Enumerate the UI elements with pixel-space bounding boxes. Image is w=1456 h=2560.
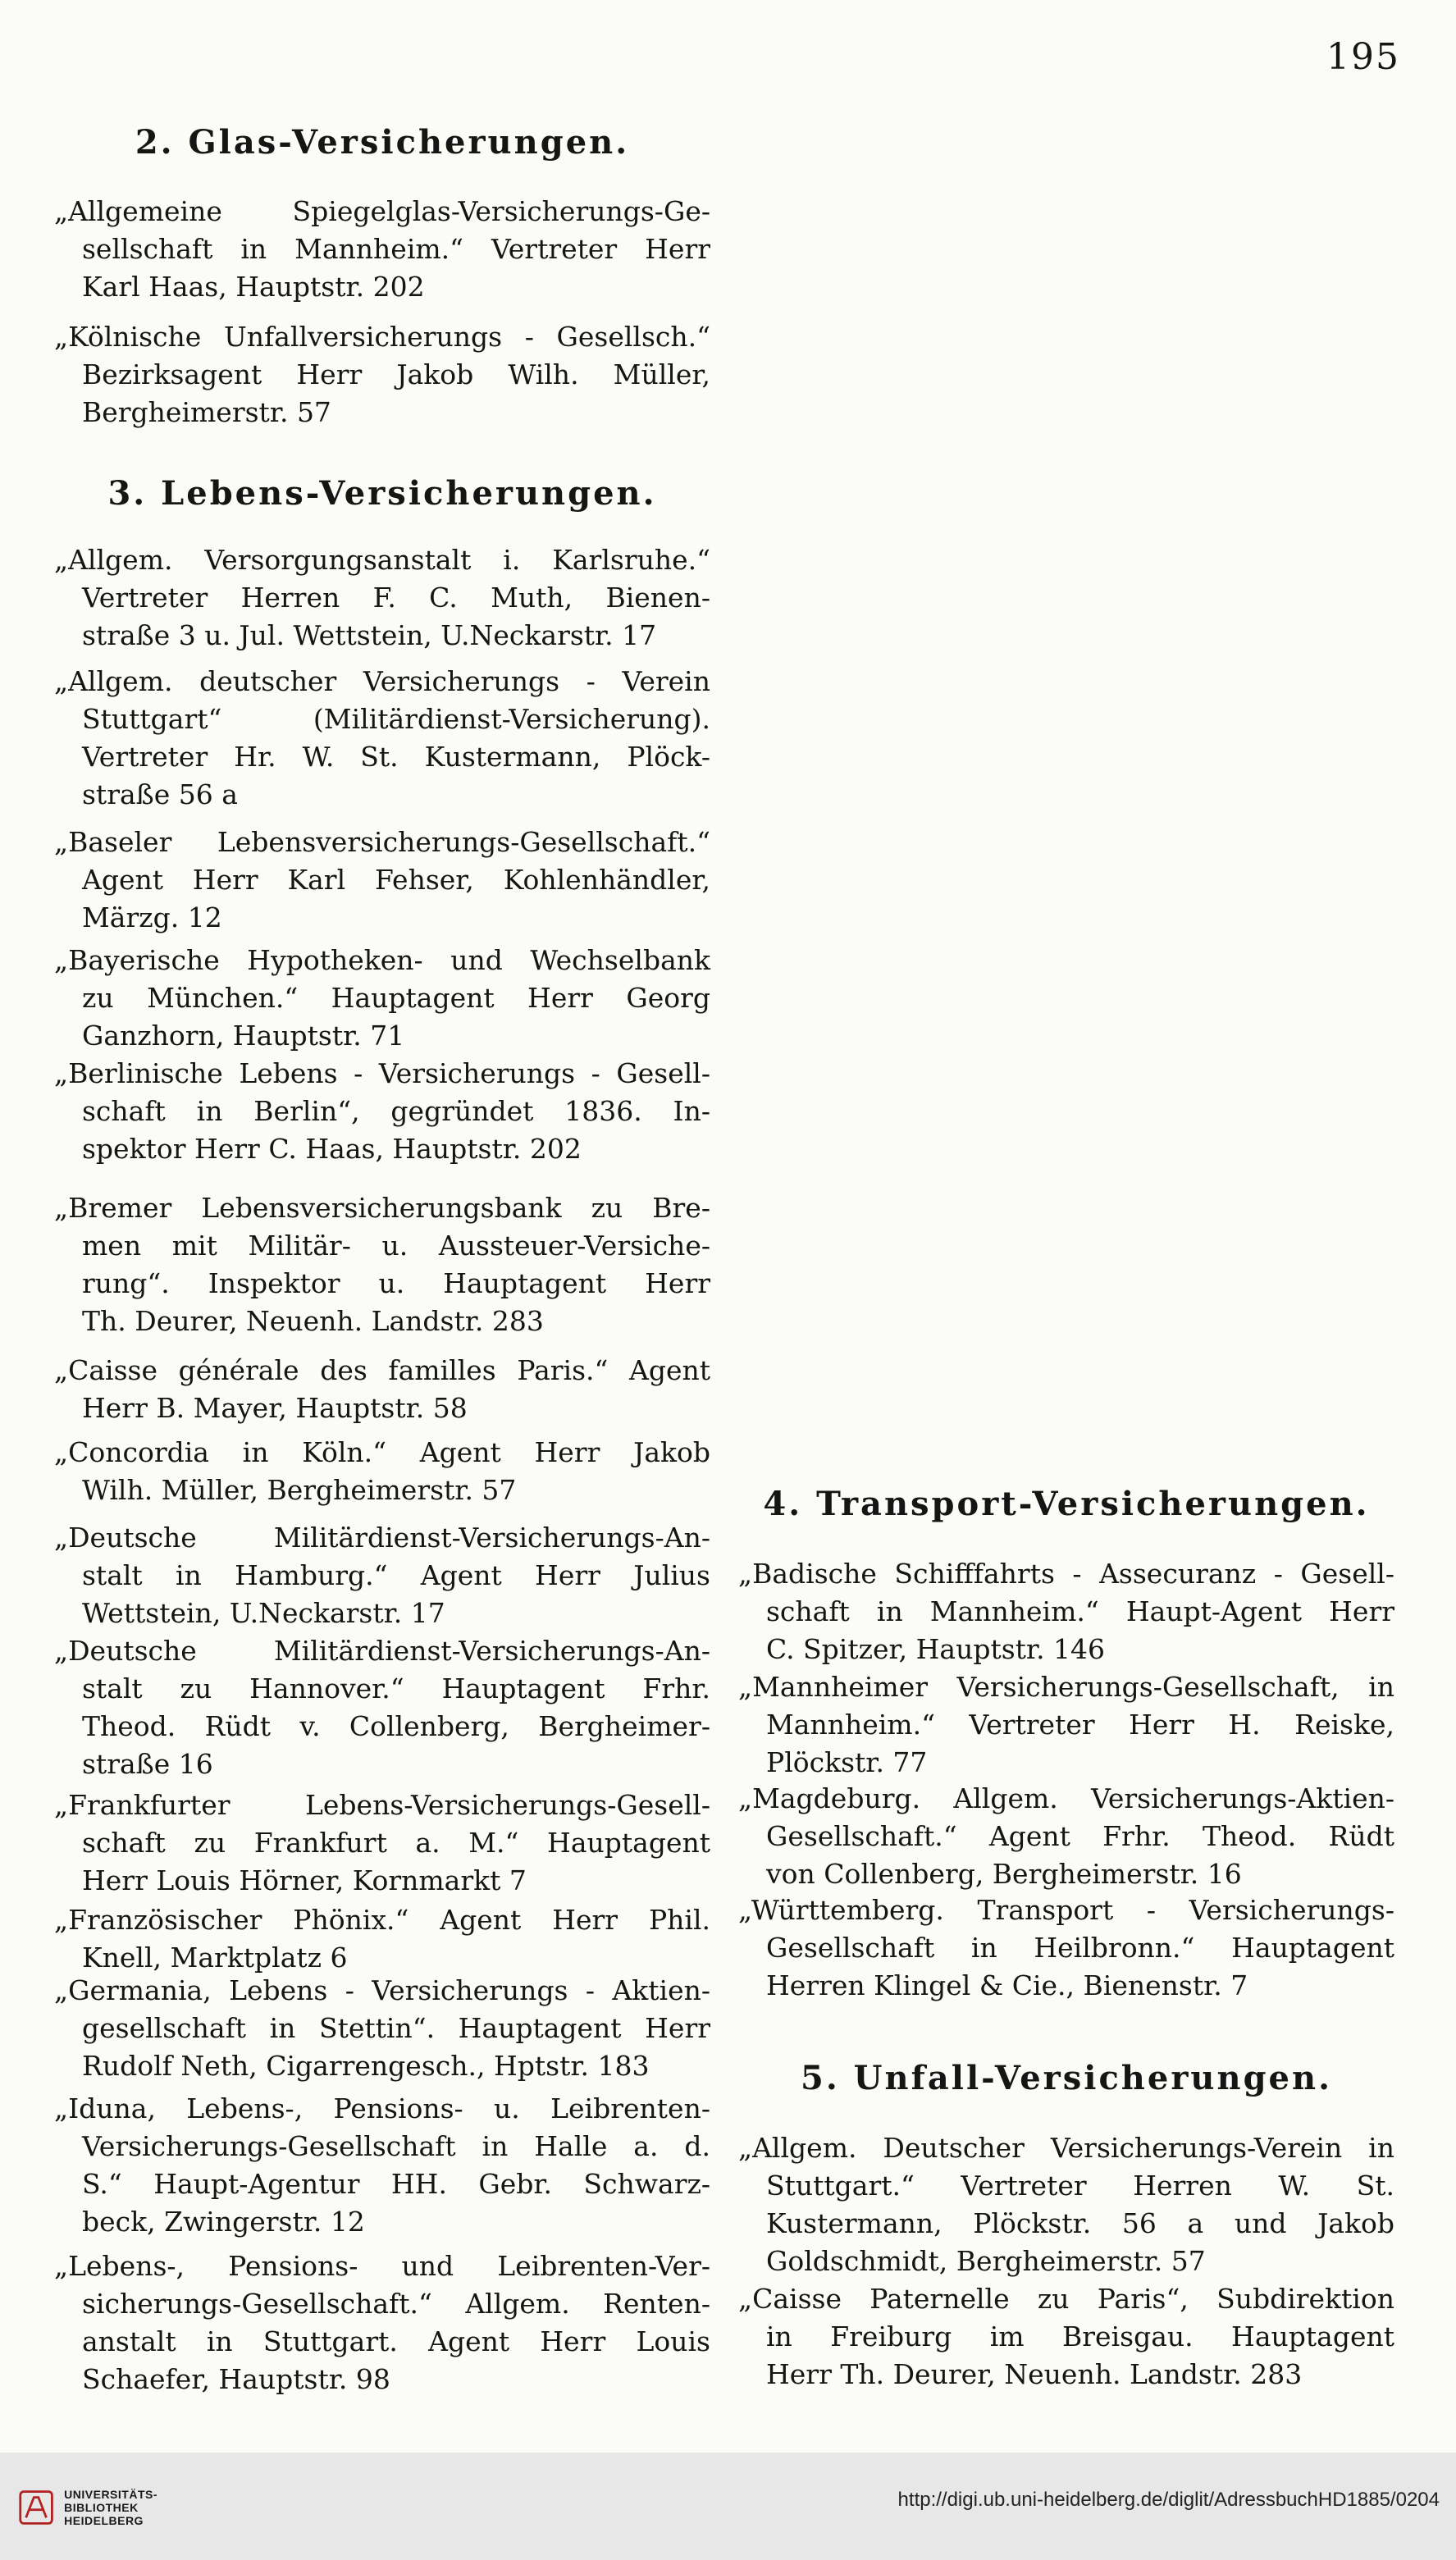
entry-line: schaft in Berlin“, gegründet 1836. In- bbox=[82, 1095, 710, 1127]
entry-line: anstalt in Stuttgart. Agent Herr Louis bbox=[82, 2325, 710, 2357]
entry-line: Gesellschaft.“ Agent Frhr. Theod. Rüdt bbox=[766, 1820, 1394, 1852]
page-number: 195 bbox=[1326, 36, 1400, 78]
entry-line: „Berlinische Lebens - Versicherungs - Gesell- bbox=[54, 1057, 710, 1089]
entry-line: Wettstein, U.Neckarstr. 17 bbox=[82, 1597, 445, 1629]
section-title-transport-insurance: 4. Transport-Versicherungen. bbox=[763, 1485, 1370, 1523]
entry-line: straße 56 a bbox=[82, 778, 238, 810]
entry-line: stalt in Hamburg.“ Agent Herr Julius bbox=[82, 1559, 710, 1591]
directory-entry bbox=[54, 1352, 710, 1427]
entry-line: Bezirksagent Herr Jakob Wilh. Müller, bbox=[82, 358, 710, 390]
directory-entry bbox=[738, 1891, 1394, 2005]
entry-line: Rudolf Neth, Cigarrengesch., Hptstr. 183 bbox=[82, 2050, 650, 2082]
entry-line: „Caisse Paternelle zu Paris“, Subdirektion bbox=[738, 2283, 1394, 2315]
entry-line: gesellschaft in Stettin“. Hauptagent Herr bbox=[82, 2012, 710, 2044]
entry-line: „Mannheimer Versicherungs-Gesellschaft, in bbox=[738, 1671, 1394, 1703]
entry-line: Theod. Rüdt v. Collenberg, Bergheimer- bbox=[82, 1710, 710, 1742]
entry-line: in Freiburg im Breisgau. Hauptagent bbox=[766, 2320, 1394, 2352]
entry-line: Vertreter Hr. W. St. Kustermann, Plöck- bbox=[82, 741, 710, 773]
entry-line: Herr Louis Hörner, Kornmarkt 7 bbox=[82, 1864, 527, 1896]
source-url-link[interactable]: http://digi.ub.uni-heidelberg.de/diglit/AdressbuchHD1885/0204 bbox=[897, 2489, 1440, 2511]
directory-entry bbox=[54, 2247, 710, 2398]
directory-entry bbox=[54, 1434, 710, 1509]
library-logo-text: UNIVERSITÄTS- BIBLIOTHEK HEIDELBERG bbox=[64, 2488, 157, 2527]
entry-line: „Französischer Phönix.“ Agent Herr Phil. bbox=[54, 1904, 710, 1936]
entry-line: „Deutsche Militärdienst-Versicherungs-An- bbox=[54, 1635, 710, 1667]
directory-entry bbox=[54, 2090, 710, 2241]
entry-line: „Allgem. Deutscher Versicherungs-Verein in bbox=[738, 2132, 1394, 2164]
entry-line: Bergheimerstr. 57 bbox=[82, 396, 331, 428]
entry-line: Karl Haas, Hauptstr. 202 bbox=[82, 271, 425, 303]
entry-line: S.“ Haupt-Agentur HH. Gebr. Schwarz- bbox=[82, 2168, 710, 2200]
directory-entry bbox=[54, 1632, 710, 1783]
entry-line: C. Spitzer, Hauptstr. 146 bbox=[766, 1633, 1106, 1665]
entry-line: Knell, Marktplatz 6 bbox=[82, 1942, 348, 1974]
entry-line: Vertreter Herren F. C. Muth, Bienen- bbox=[82, 582, 710, 614]
directory-entry bbox=[738, 1668, 1394, 1782]
entry-line: Märzg. 12 bbox=[82, 901, 222, 933]
directory-entry bbox=[738, 2129, 1394, 2280]
entry-line: „Bayerische Hypotheken- und Wechselbank bbox=[54, 944, 710, 976]
entry-line: „Concordia in Köln.“ Agent Herr Jakob bbox=[54, 1436, 710, 1468]
entry-line: Gesellschaft in Heilbronn.“ Hauptagent bbox=[766, 1932, 1394, 1964]
directory-entry bbox=[54, 1189, 710, 1340]
directory-entry bbox=[54, 1055, 710, 1168]
library-seal-icon bbox=[18, 2481, 54, 2534]
section-title-life-insurance: 3. Lebens-Versicherungen. bbox=[107, 474, 657, 513]
entry-line: Herr B. Mayer, Hauptstr. 58 bbox=[82, 1392, 468, 1424]
entry-line: sellschaft in Mannheim.“ Vertreter Herr bbox=[82, 233, 710, 265]
entry-line: straße 16 bbox=[82, 1748, 213, 1780]
library-logo[interactable] bbox=[18, 2471, 157, 2544]
section-title-accident-insurance: 5. Unfall-Versicherungen. bbox=[800, 2059, 1332, 2097]
entry-line: men mit Militär- u. Aussteuer-Versiche- bbox=[82, 1230, 710, 1262]
entry-line: „Bremer Lebensversicherungsbank zu Bre- bbox=[54, 1192, 710, 1224]
directory-entry bbox=[54, 824, 710, 937]
entry-line: „Kölnische Unfallversicherungs - Gesellsch.“ bbox=[54, 321, 710, 353]
entry-line: „Germania, Lebens - Versicherungs - Aktien- bbox=[54, 1974, 710, 2006]
entry-line: straße 3 u. Jul. Wettstein, U.Neckarstr. 17 bbox=[82, 619, 657, 651]
directory-entry bbox=[738, 1780, 1394, 1893]
entry-line: Stuttgart.“ Vertreter Herren W. St. bbox=[766, 2170, 1394, 2202]
entry-line: stalt zu Hannover.“ Hauptagent Frhr. bbox=[82, 1672, 710, 1704]
entry-line: „Deutsche Militärdienst-Versicherungs-An- bbox=[54, 1522, 710, 1554]
entry-line: Agent Herr Karl Fehser, Kohlenhändler, bbox=[82, 864, 710, 896]
entry-line: von Collenberg, Bergheimerstr. 16 bbox=[766, 1858, 1242, 1890]
entry-line: zu München.“ Hauptagent Herr Georg bbox=[82, 982, 710, 1014]
entry-line: Schaefer, Hauptstr. 98 bbox=[82, 2363, 390, 2395]
entry-line: Mannheim.“ Vertreter Herr H. Reiske, bbox=[766, 1709, 1394, 1741]
entry-line: „Allgem. deutscher Versicherungs - Verein bbox=[54, 665, 710, 697]
directory-entry bbox=[738, 2280, 1394, 2393]
entry-line: „Allgemeine Spiegelglas-Versicherungs-Ge- bbox=[54, 195, 710, 227]
entry-line: Ganzhorn, Hauptstr. 71 bbox=[82, 1020, 405, 1052]
directory-entry bbox=[738, 1555, 1394, 1668]
directory-entry bbox=[54, 663, 710, 814]
entry-line: Versicherungs-Gesellschaft in Halle a. d. bbox=[82, 2130, 710, 2162]
directory-entry bbox=[54, 541, 710, 655]
section-title-glass-insurance: 2. Glas-Versicherungen. bbox=[135, 123, 630, 162]
directory-entry bbox=[54, 318, 710, 431]
entry-line: „Magdeburg. Allgem. Versicherungs-Aktien- bbox=[738, 1782, 1394, 1814]
entry-line: Goldschmidt, Bergheimerstr. 57 bbox=[766, 2245, 1206, 2277]
entry-line: „Allgem. Versorgungsanstalt i. Karlsruhe.“ bbox=[54, 544, 710, 576]
entry-line: schaft in Mannheim.“ Haupt-Agent Herr bbox=[766, 1595, 1394, 1627]
entry-line: schaft zu Frankfurt a. M.“ Hauptagent bbox=[82, 1827, 710, 1859]
entry-line: Stuttgart“ (Militärdienst-Versicherung). bbox=[82, 703, 710, 735]
entry-line: „Badische Schifffahrts - Assecuranz - Gesell- bbox=[738, 1558, 1394, 1590]
entry-line: sicherungs-Gesellschaft.“ Allgem. Renten- bbox=[82, 2288, 710, 2320]
entry-line: rung“. Inspektor u. Hauptagent Herr bbox=[82, 1267, 710, 1299]
entry-line: Herr Th. Deurer, Neuenh. Landstr. 283 bbox=[766, 2358, 1303, 2390]
directory-entry bbox=[54, 1787, 710, 1900]
entry-line: „Baseler Lebensversicherungs-Gesellschaft.“ bbox=[54, 826, 710, 858]
entry-line: „Frankfurter Lebens-Versicherungs-Gesell- bbox=[54, 1789, 710, 1821]
entry-line: „Lebens-, Pensions- und Leibrenten-Ver- bbox=[54, 2250, 710, 2282]
entry-line: Herren Klingel & Cie., Bienenstr. 7 bbox=[766, 1969, 1248, 2001]
entry-line: Plöckstr. 77 bbox=[766, 1746, 928, 1778]
directory-entry bbox=[54, 942, 710, 1055]
entry-line: beck, Zwingerstr. 12 bbox=[82, 2206, 365, 2238]
directory-entry bbox=[54, 193, 710, 306]
directory-entry bbox=[54, 1972, 710, 2085]
entry-line: Kustermann, Plöckstr. 56 a und Jakob bbox=[766, 2207, 1394, 2239]
directory-entry bbox=[54, 1901, 710, 1977]
entry-line: „Iduna, Lebens-, Pensions- u. Leibrenten- bbox=[54, 2092, 710, 2124]
entry-line: „Caisse générale des familles Paris.“ Agent bbox=[54, 1354, 710, 1386]
footer-bar bbox=[0, 2453, 1456, 2560]
directory-entry bbox=[54, 1519, 710, 1632]
entry-line: spektor Herr C. Haas, Hauptstr. 202 bbox=[82, 1133, 582, 1165]
entry-line: „Württemberg. Transport - Versicherungs- bbox=[738, 1894, 1394, 1926]
entry-line: Th. Deurer, Neuenh. Landstr. 283 bbox=[82, 1305, 544, 1337]
entry-line: Wilh. Müller, Bergheimerstr. 57 bbox=[82, 1474, 517, 1506]
